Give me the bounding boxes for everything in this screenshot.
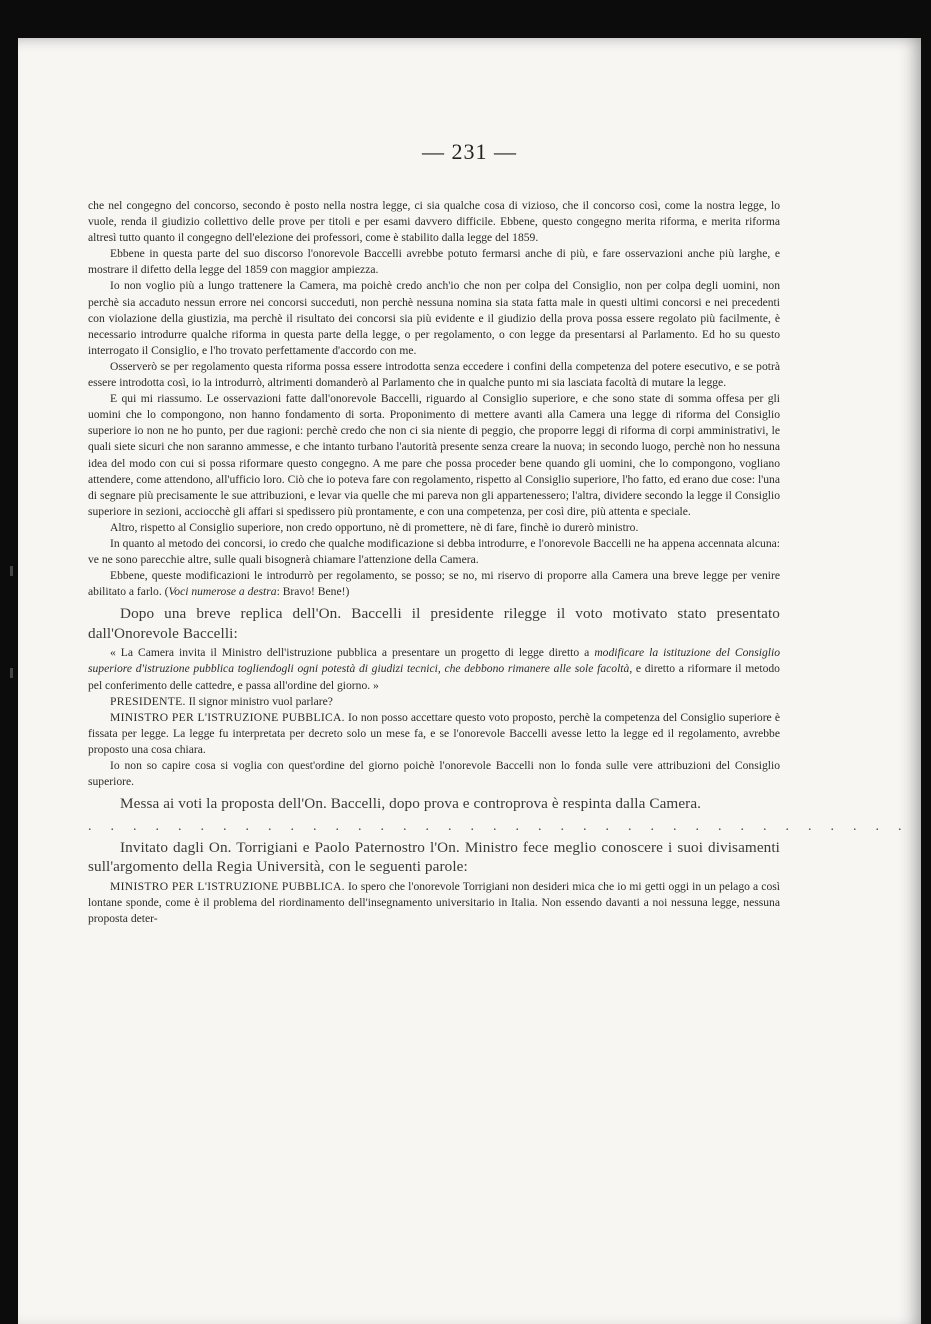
paragraph xyxy=(88,246,780,278)
paragraph xyxy=(88,520,780,536)
text-run: Il signor ministro vuol parlare? xyxy=(185,694,333,708)
paragraph xyxy=(88,694,780,710)
text-run: che nel congegno del concorso, secondo è posto nella nostra legge, ci sia qualche cosa di vizioso, che il concorso così, come la nostra legge, lo vuole, renda il giudizio collettivo delle prove per titoli e per esami davvero difficile. Ebbene, questo congegno merita riforma, e merita riforma altresì tutto quanto il congegno dell'elezione dei professori, come è stabilito dalla legge del 1859. xyxy=(88,199,780,245)
text-run: Messa ai voti la proposta dell'On. Baccelli, dopo prova e controprova è respinta dalla Camera. xyxy=(120,795,702,813)
text-run: Osserverò se per regolamento questa riforma possa essere introdotta senza eccedere i confini della competenza del potere esecutivo, e se potrà essere introdotta così, io la introdurrò, altrimenti domanderò al Parlamento che in qualche punto mi sia lasciata facoltà di mutare la legge. xyxy=(88,359,780,390)
text-run: : Bravo! Bene!) xyxy=(276,585,350,599)
text-run: , e diretto a riformare il metodo pel conferimento delle cattedre, e passa all'ordine del giorno. » xyxy=(88,662,780,692)
page-edge-mark xyxy=(10,566,13,576)
text-run: Io non posso accettare questo voto proposto, perchè la competenza del Consiglio superiore è fissata per legge. La legge fu interpretata per decreto solo un mese fa, e se l'onorevole Baccelli avesse letto la legge ed il regolamento, avrebbe proposto una cosa chiara. xyxy=(88,710,780,756)
book-page xyxy=(18,38,921,1324)
procedural-note xyxy=(88,604,780,643)
paragraph xyxy=(88,879,780,927)
speaker-name: MINISTRO PER L'ISTRUZIONE PUBBLICA. xyxy=(110,879,345,893)
paragraph xyxy=(88,198,780,246)
speaker-name: MINISTRO PER L'ISTRUZIONE PUBBLICA. xyxy=(110,710,345,724)
paragraph xyxy=(88,710,780,758)
paragraph xyxy=(88,758,780,790)
paragraph xyxy=(88,568,780,600)
text-run: Ebbene, queste modificazioni le introdurrò per regolamento, se posso; se no, mi riservo di proporre alla Camera una breve legge per venire abilitato a farlo. ( xyxy=(88,569,780,599)
speaker-name: PRESIDENTE. xyxy=(110,694,186,708)
page-edge-mark xyxy=(10,668,13,678)
text-run: Io non so capire cosa si voglia con quest'ordine del giorno poichè l'onorevole Baccelli non lo fonda sulle vere attribuzioni del Consiglio superiore. xyxy=(88,759,780,789)
page-number: — 231 — xyxy=(422,139,517,164)
paragraph xyxy=(88,278,780,358)
text-run-italic: Voci numerose a destra xyxy=(168,585,277,599)
text-run-italic: modificare la istituzione del Consiglio superiore d'istruzione pubblica togliendogli ogni potestà di giudizi tecnici, che debbono rimanere alle sole facoltà xyxy=(88,646,781,676)
procedural-note xyxy=(88,838,780,877)
text-run: « La Camera invita il Ministro dell'istruzione pubblica a presentare un progetto di legge diretto a xyxy=(110,646,595,660)
paragraph xyxy=(88,359,780,391)
text-run: Io non voglio più a lungo trattenere la Camera, ma poichè credo anch'io che non per colpa del Consiglio, non per colpa degli uomini, non perchè sia accaduto nessun errore nei concorsi succeduti, non perchè nessuna nomina sia stata fatta male in questi ultimi concorsi e nei precedenti con violazione della giustizia, ma perchè il risultato dei concorsi sia più evidente e il giudizio della prova possa essere regolato più facilmente, è necessario introdurre qualche riforma in questa parte della legge, o per regolamento, o con legge da presentarsi al Parlamento. Ed ho su questo interrogato il Consiglio, e l'ho trovato perfettamente d'accordo con me. xyxy=(88,279,780,357)
text-run: E qui mi riassumo. Le osservazioni fatte dall'onorevole Baccelli, riguardo al Consiglio superiore, e che sono state di somma offesa per gli uomini che lo compongono, non hanno fondamento di sorta. Proponimento di mettere avanti alla Camera una legge di riforma del Consiglio superiore io non ne ho punto, per due ragioni: perchè credo che non ci sia niente di peggio, che proporre leggi di riforma di corpi amministrativi, le quali siete sicuri che non saranno ammesse, e che intanto turbano l'autorità presente senza creare la nuova; in secondo luogo, perchè non ho nessuna idea del modo con cui si possa riformare questo congegno. A me pare che possa proceder bene quando gli uomini, che lo compongono, vogliano attendere, come attendono, all'ufficio loro. Ciò che io poteva fare con regolamento, rispetto al Consiglio superiore, l'ho fatto, ed erano due cose: l'una di segnare più precisamente le sue attribuzioni, e levar via quelle che mi pareva non gli appartenessero; l'altra, dividere secondo la legge il Consiglio superiore in sezioni, acciocchè gli affari si spedissero più prontamente, e con una competenza, per così dire, più attenta e speciale. xyxy=(88,392,780,518)
ellipsis-separator xyxy=(88,818,921,834)
paragraph xyxy=(88,536,780,568)
motion-text xyxy=(88,645,780,693)
paragraph xyxy=(88,391,780,520)
page-body xyxy=(88,198,921,927)
procedural-note xyxy=(88,794,780,814)
text-run: In quanto al metodo dei concorsi, io credo che qualche modificazione si debba introdurre, e l'onorevole Baccelli ne ha appena accennata alcuna: ve ne sono parecchie altre, sulle quali bisognerà chiamare l'attenzione della Camera. xyxy=(88,536,780,567)
text-run: Altro, rispetto al Consiglio superiore, non credo opportuno, nè di promettere, nè di fare, finchè io durerò ministro. xyxy=(110,520,639,534)
text-run: ..................................... xyxy=(88,818,921,834)
text-run: Invitato dagli On. Torrigiani e Paolo Paternostro l'On. Ministro fece meglio conoscere i suoi divisamenti sull'argomento della Regia Università, con le seguenti parole: xyxy=(88,838,780,876)
text-run: Io spero che l'onorevole Torrigiani non desideri mica che io mi getti oggi in un pelago a così lontane sponde, come è il problema del riordinamento dell'insegnamento universitario in Italia. Non essendo davanti a noi nessuna legge, nessuna proposta deter- xyxy=(88,879,780,925)
text-run: Dopo una breve replica dell'On. Baccelli il presidente rilegge il voto motivato stato presentato dall'Onorevole Baccelli: xyxy=(88,605,780,642)
text-run: Ebbene in questa parte del suo discorso l'onorevole Baccelli avrebbe potuto fermarsi anche di più, e fare osservazioni anche più larghe, e mostrare il difetto della legge del 1859 con maggior ampiezza. xyxy=(88,247,780,277)
